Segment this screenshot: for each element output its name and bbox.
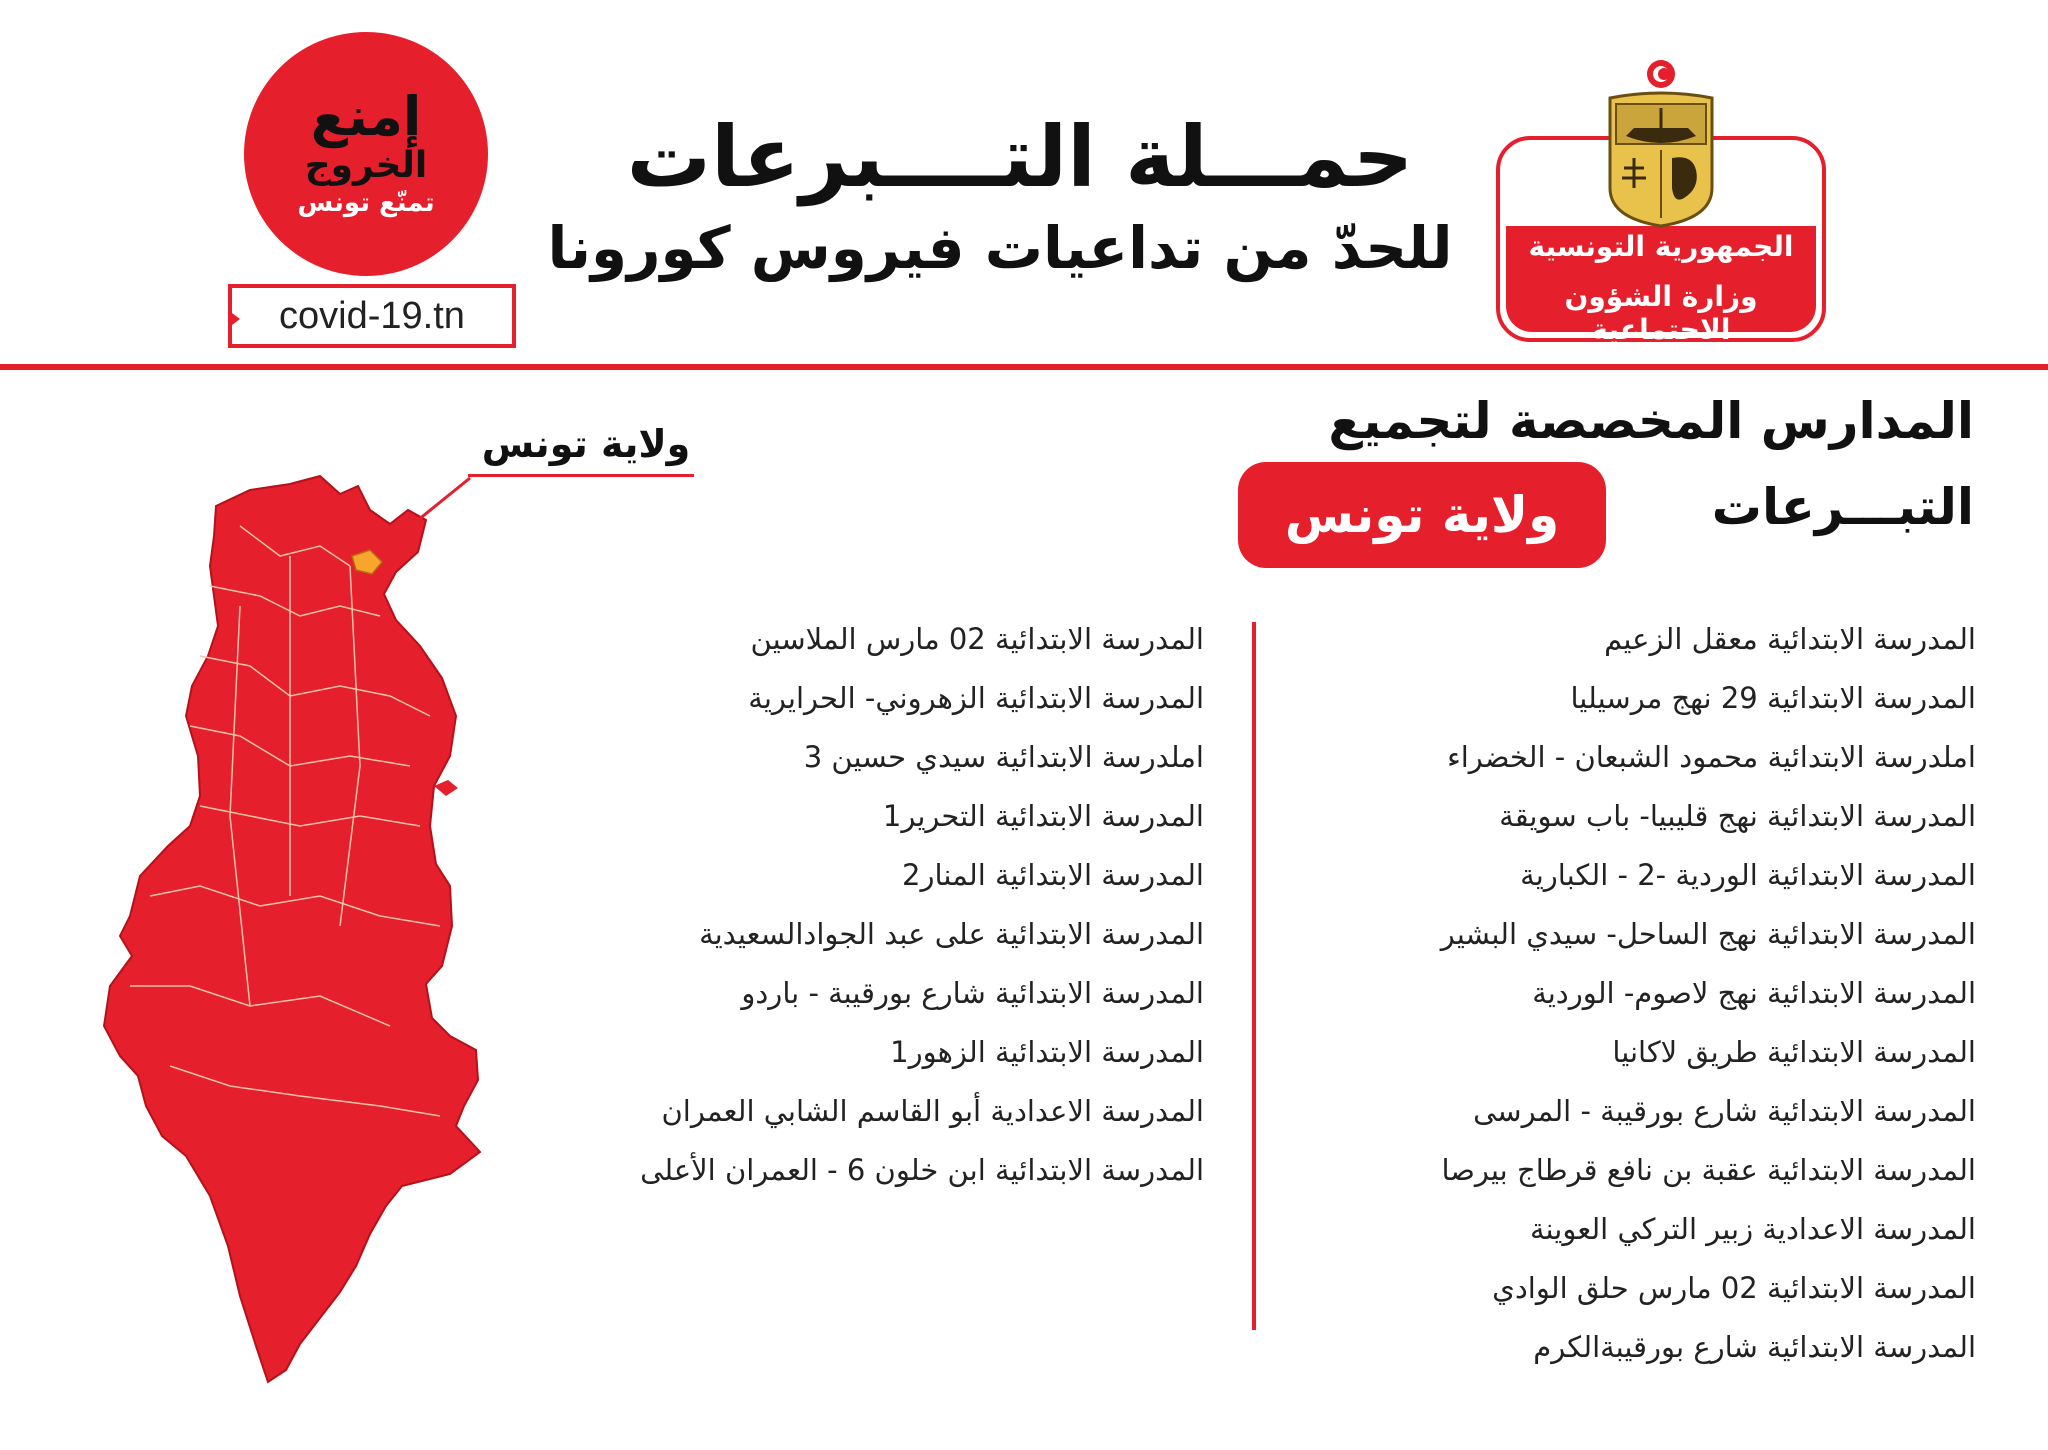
island-shape [434,780,458,796]
list-item: المدرسة الابتدائية الزهور1 [890,1035,1204,1069]
governorate-pill: ولاية تونس [1238,462,1606,568]
ministry-logo [1496,58,1826,346]
header-divider [0,364,2048,370]
list-item: المدرسة الابتدائية ابن خلون 6 - العمران الأعلى [640,1153,1204,1187]
list-item: المدرسة الابتدائية نهج الساحل- سيدي البشير [1440,917,1976,951]
list-item: المدرسة الابتدائية 02 مارس حلق الوادي [1492,1271,1976,1305]
map-pointer-line [376,478,470,554]
list-item: املدرسة الابتدائية محمود الشبعان - الخضراء [1447,740,1976,774]
list-item: المدرسة الابتدائية طريق لاكانيا [1612,1035,1976,1069]
list-item: المدرسة الابتدائية المنار2 [902,858,1204,892]
tunisia-map [90,466,520,1386]
list-item: المدرسة الابتدائية الزهروني- الحرايرية [748,681,1204,715]
list-item: المدرسة الابتدائية نهج لاصوم- الوردية [1532,976,1976,1010]
list-item: المدرسة الابتدائية 29 نهج مرسيليا [1570,681,1976,715]
list-item: المدرسة الاعدادية أبو القاسم الشابي العمران [661,1094,1204,1128]
map-label: ولاية تونس [481,422,691,466]
list-item: املدرسة الابتدائية سيدي حسين 3 [803,740,1204,774]
section-heading-line2: التبـــرعات [1711,478,1974,536]
campaign-badge [244,32,488,276]
arrow-icon [228,310,240,328]
list-item: المدرسة الابتدائية شارع بورقيبة - المرسى [1473,1094,1976,1128]
list-item: المدرسة الاعدادية زبير التركي العوينة [1529,1212,1976,1246]
website-link[interactable] [228,284,516,348]
coat-of-arms-icon [1596,58,1726,228]
website-url: covid-19.tn [279,294,465,337]
schools-list-left [460,610,1204,1200]
list-item: المدرسة الابتدائية شارع بورقيبةالكرم [1533,1330,1976,1364]
schools-list-right [1260,610,1976,1377]
badge-line3: تمنّع تونس [297,188,435,218]
list-item: المدرسة الابتدائية 02 مارس الملاسين [750,622,1204,656]
list-item: المدرسة الابتدائية شارع بورقيبة - باردو [741,976,1204,1010]
list-item: المدرسة الابتدائية التحرير1 [882,799,1204,833]
badge-line2: الخروج [304,145,428,186]
badge-line1: إمنع [310,85,422,148]
list-item: المدرسة الابتدائية الوردية -2 - الكبارية [1520,858,1976,892]
page-subtitle: للحدّ من تداعيات فيروس كورونا [547,214,1453,282]
list-item: المدرسة الابتدائية على عبد الجوادالسعيدية [699,917,1204,951]
list-item: المدرسة الابتدائية معقل الزعيم [1604,622,1976,656]
page-title: حمـــلة التــــبرعات [626,108,1414,206]
section-heading: المدارس المخصصة لتجميع [1328,392,1974,450]
logo-line1: الجمهورية التونسية [1528,230,1794,263]
list-item: المدرسة الابتدائية نهج قليبيا- باب سويقة [1499,799,1976,833]
logo-line2: وزارة الشؤون الاجتماعية [1564,280,1758,346]
list-item: المدرسة الابتدائية عقبة بن نافع قرطاج بيرصا [1441,1153,1976,1187]
column-divider [1252,622,1256,1330]
